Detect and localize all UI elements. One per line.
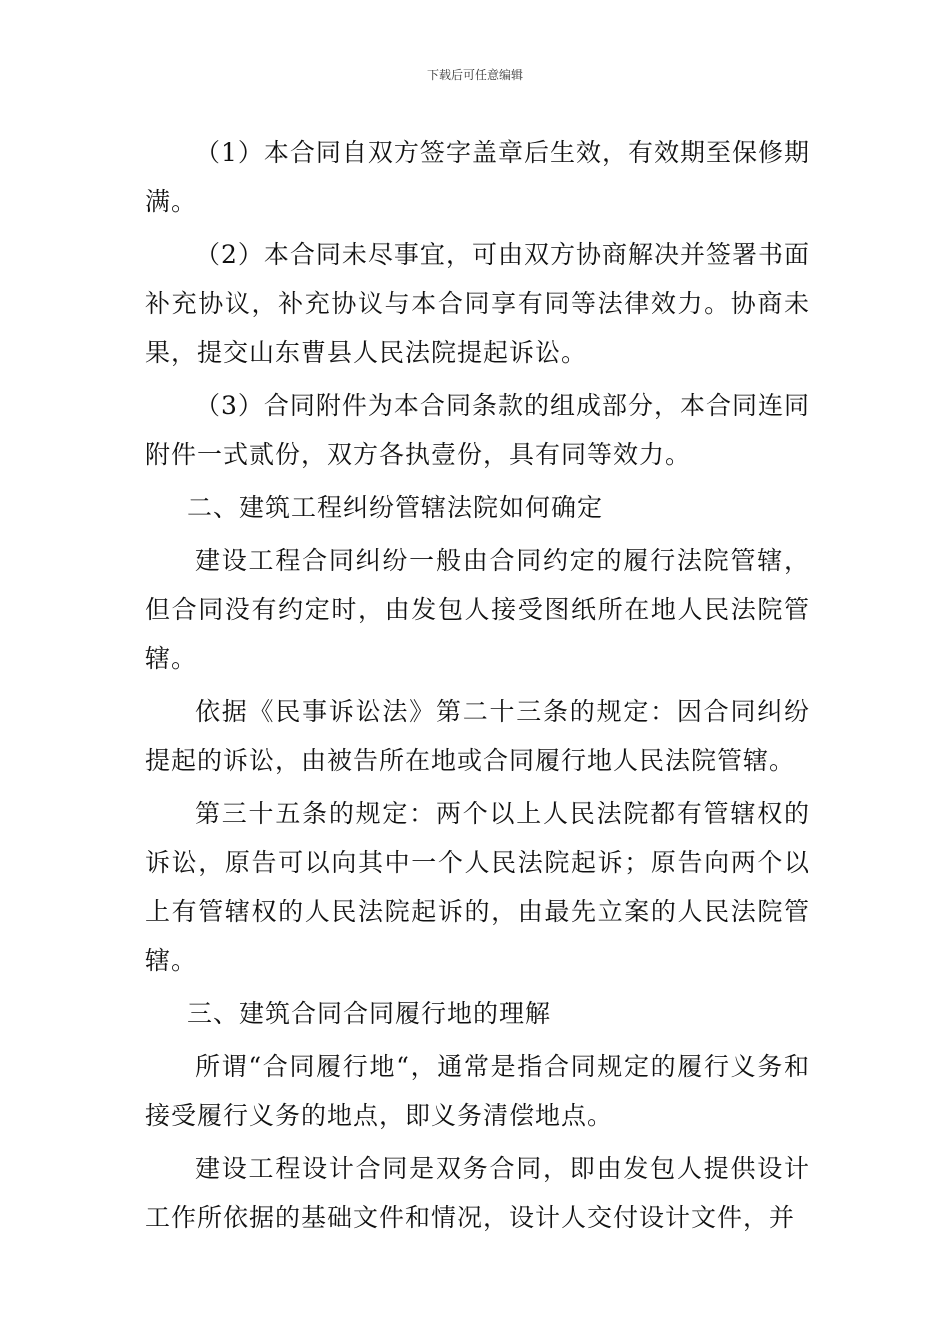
performance-place-paragraph: 所谓“合同履行地“，通常是指合同规定的履行义务和接受履行义务的地点，即义务清偿地点。 [145,1052,810,1130]
page-header-note: 下载后可任意编辑 [426,68,523,82]
clause-2-paragraph: （2）本合同未尽事宜，可由双方协商解决并签署书面补充协议，补充协议与本合同享有同等法律效力。协商未果，提交山东曹县人民法院提起诉讼。 [145,240,810,367]
design-contract-paragraph: 建设工程设计合同是双务合同，即由发包人提供设计工作所依据的基础文件和情况，设计人交付设计文件，并 [145,1154,810,1232]
art35-paragraph: 第三十五条的规定：两个以上人民法院都有管辖权的诉讼，原告可以向其中一个人民法院起诉；原告向两个以上有管辖权的人民法院起诉的，由最先立案的人民法院管辖。 [145,799,810,975]
section-3-heading: 三、建筑合同合同履行地的理解 [187,999,552,1028]
jurisdiction-paragraph: 建设工程合同纠纷一般由合同约定的履行法院管辖，但合同没有约定时，由发包人接受图纸所在地人民法院管辖。 [145,546,810,673]
civil-procedure-art23-paragraph: 依据《民事诉讼法》第二十三条的规定：因合同纠纷提起的诉讼，由被告所在地或合同履行地人民法院管辖。 [145,697,810,775]
clause-1-paragraph: （1）本合同自双方签字盖章后生效，有效期至保修期满。 [145,138,810,216]
section-2-heading: 二、建筑工程纠纷管辖法院如何确定 [187,493,604,522]
clause-3-paragraph: （3）合同附件为本合同条款的组成部分，本合同连同附件一式贰份，双方各执壹份，具有同等效力。 [145,391,810,469]
document-body [145,128,810,1246]
